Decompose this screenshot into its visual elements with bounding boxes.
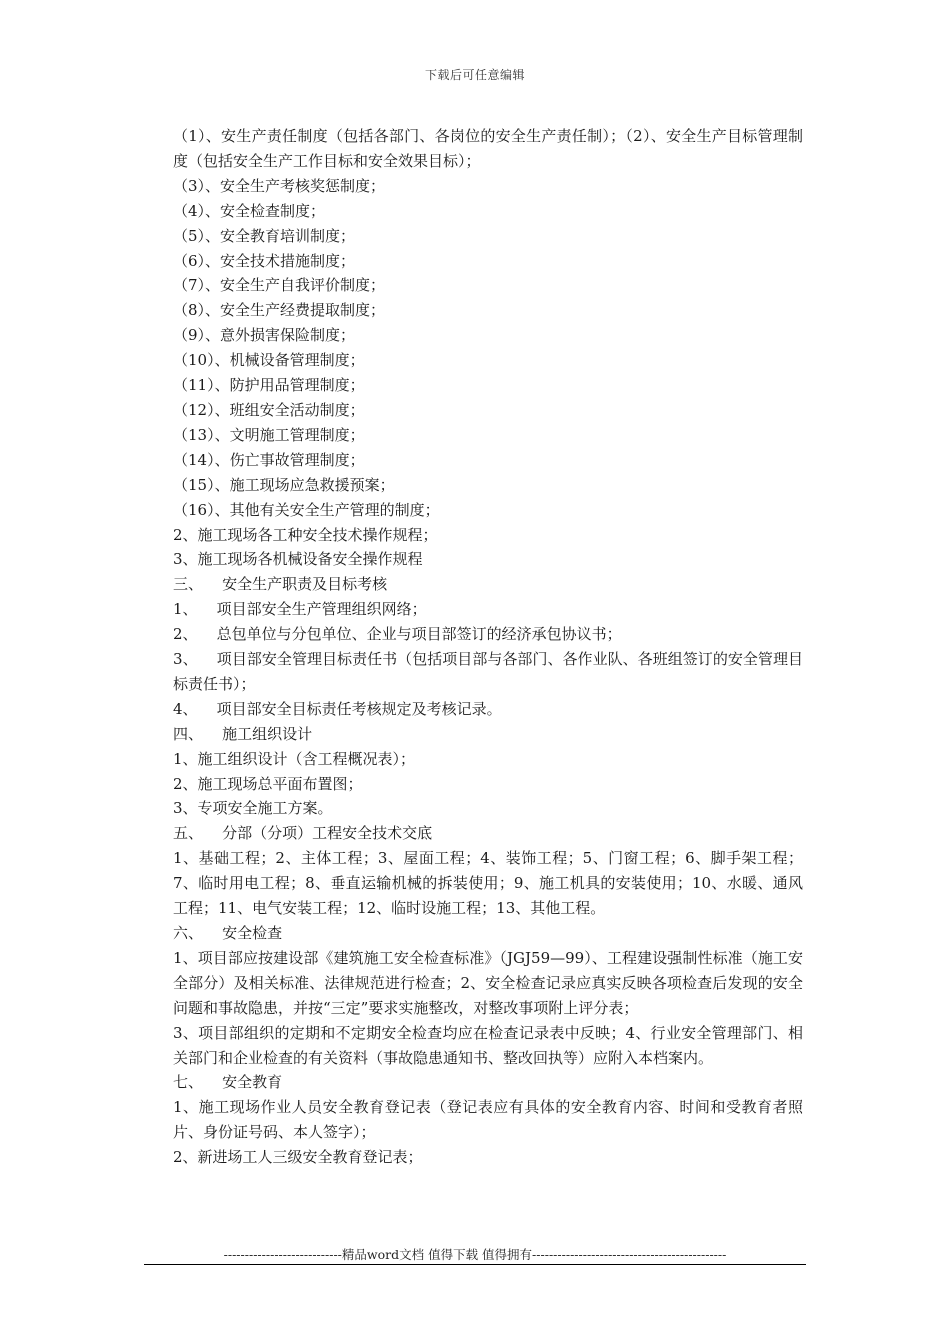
paragraph: （3）、安全生产考核奖惩制度； bbox=[173, 176, 386, 195]
paragraph: （14）、伤亡事故管理制度； bbox=[173, 450, 365, 469]
section-heading: 六、 安全检查 bbox=[173, 924, 283, 942]
section-heading: 七、 安全教育 bbox=[173, 1073, 283, 1092]
footer-divider bbox=[144, 1264, 806, 1265]
paragraph: （13）、文明施工管理制度； bbox=[173, 425, 365, 444]
paragraph: 2、施工现场总平面布置图； bbox=[173, 774, 363, 793]
paragraph: （9）、意外损害保险制度； bbox=[173, 326, 356, 345]
paragraph: （5）、安全教育培训制度； bbox=[173, 226, 356, 245]
paragraph: （11）、防护用品管理制度； bbox=[173, 376, 365, 395]
paragraph: 1、施工现场作业人员安全教育登记表（登记表应有具体的安全教育内容、时间和受教育者照片、身份证号码、本人签字）； bbox=[173, 1098, 803, 1142]
paragraph: （7）、安全生产自我评价制度； bbox=[173, 276, 386, 295]
paragraph: （1）、安生产责任制度（包括各部门、各岗位的安全生产责任制）；（2）、安全生产目标管理制度（包括安全生产工作目标和安全效果目标）； bbox=[173, 127, 803, 170]
paragraph: （16）、其他有关安全生产管理的制度； bbox=[173, 500, 440, 519]
paragraph: 1、项目部应按建设部《建筑施工安全检查标准》（JGJ59—99）、工程建设强制性标准（施工安全部分）及相关标准、法律规范进行检查；2、安全检查记录应真实反映各项检查后发现的安全问题和事故隐患，并按“三定”要求实施整改，对整改事项附上评分表； bbox=[173, 948, 803, 1017]
paragraph: （8）、安全生产经费提取制度； bbox=[173, 301, 386, 320]
paragraph: 3、 项目部安全管理目标责任书（包括项目部与各部门、各作业队、各班组签订的安全管理目标责任书）； bbox=[173, 650, 803, 693]
paragraph: 3、施工现场各机械设备安全操作规程 bbox=[173, 550, 423, 569]
section-heading: 三、 安全生产职责及目标考核 bbox=[173, 575, 388, 594]
page-header: 下载后可任意编辑 bbox=[424, 68, 525, 82]
paragraph: 3、项目部组织的定期和不定期安全检查均应在检查记录表中反映；4、行业安全管理部门、相关部门和企业检查的有关资料（事故隐患通知书、整改回执等）应附入本档案内。 bbox=[173, 1023, 803, 1067]
paragraph: 4、 项目部安全目标责任考核规定及考核记录。 bbox=[173, 699, 502, 718]
paragraph: 2、施工现场各工种安全技术操作规程； bbox=[173, 525, 438, 544]
paragraph: 3、专项安全施工方案。 bbox=[173, 799, 333, 818]
paragraph: （6）、安全技术措施制度； bbox=[173, 251, 356, 270]
paragraph: （12）、班组安全活动制度； bbox=[173, 400, 365, 419]
paragraph: 1、施工组织设计（含工程概况表）； bbox=[173, 749, 416, 768]
paragraph: 1、 项目部安全生产管理组织网络； bbox=[173, 600, 427, 619]
paragraph: 2、 总包单位与分包单位、企业与项目部签订的经济承包协议书； bbox=[173, 625, 622, 644]
section-heading: 五、 分部（分项）工程安全技术交底 bbox=[173, 824, 433, 843]
section-heading: 四、 施工组织设计 bbox=[173, 724, 313, 743]
paragraph: 1、基础工程；2、主体工程；3、屋面工程；4、装饰工程；5、门窗工程；6、脚手架工程；7、临时用电工程；8、垂直运输机械的拆装使用；9、施工机具的安装使用；10、水暖、通风工程；11、电气安装工程；12、临时设施工程；13、其他工程。 bbox=[173, 849, 803, 918]
paragraph: （10）、机械设备管理制度； bbox=[173, 351, 365, 370]
paragraph: 2、新进场工人三级安全教育登记表； bbox=[173, 1148, 423, 1167]
paragraph: （4）、安全检查制度； bbox=[173, 201, 326, 220]
document-body bbox=[173, 124, 803, 1170]
page-footer: ----------------------------精品word文档 值得下载 值得拥有---------------------------------------------- bbox=[223, 1247, 727, 1262]
paragraph: （15）、施工现场应急救援预案； bbox=[173, 475, 395, 494]
